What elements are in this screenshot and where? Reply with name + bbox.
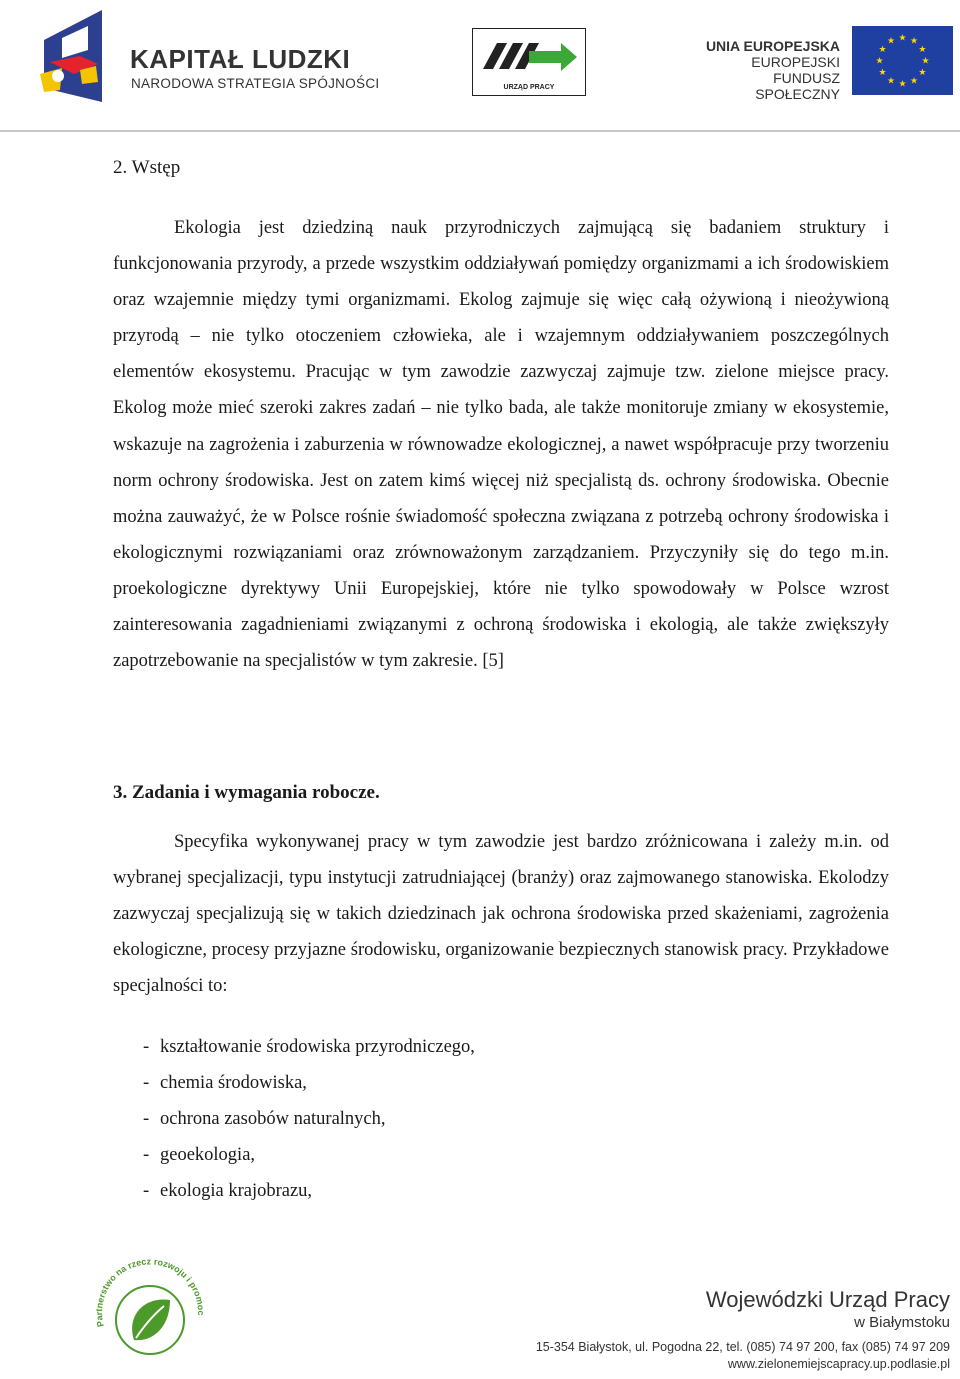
eu-star-icon: ★ (909, 75, 919, 86)
footer-address: 15-354 Białystok, ul. Pogodna 22, tel. (085) 74 97 200, fax (085) 74 97 209 (535, 1340, 950, 1354)
page-header (0, 0, 960, 136)
eu-star-icon: ★ (918, 44, 927, 54)
eu-star-icon: ★ (898, 78, 907, 89)
section-3-text: Specyfika wykonywanej pracy w tym zawodzie jest bardzo zróżnicowana i zależy m.in. od wybranej specjalizacji, typu instytucji zatrudniającej (branży) oraz zajmowanego stanowiska. Ekolodzy zazwyczaj specjalizują się w takich dziedzinach jak ochrona środowiska przed skażeniami, zagrożenia ekologiczne, procesy przyjazne środowisku, organizowanie bezpiecznych stanowisk pracy. Przykładowe specjalności to: (113, 832, 889, 997)
eu-star-icon: ★ (878, 44, 887, 54)
eu-star-icon: ★ (878, 67, 887, 77)
list-marker: - (143, 1073, 150, 1093)
list-item (143, 1101, 475, 1137)
list-item-text: geoekologia, (160, 1145, 256, 1165)
footer-org-city: w Białymstoku (854, 1314, 950, 1331)
section-3-heading: 3. Zadania i wymagania robocze. (113, 782, 380, 803)
kapital-ludzki-subtitle: NARODOWA STRATEGIA SPÓJNOŚCI (131, 76, 380, 91)
eu-fund-label-2: FUNDUSZ SPOŁECZNY (755, 70, 840, 102)
list-item-text: ekologia krajobrazu, (160, 1181, 313, 1201)
list-marker: - (143, 1181, 150, 1201)
eu-star-icon: ★ (898, 32, 907, 43)
eu-star-icon: ★ (909, 35, 919, 46)
eu-text-block (700, 38, 840, 102)
kapital-ludzki-emblem-icon (40, 10, 120, 116)
section-2-text: Ekologia jest dziedziną nauk przyrodniczych zajmującą się badaniem struktury i funkcjonowania przyrody, a przede wszystkim oddziaływań pomiędzy organizmami a ich środowiskiem oraz wzajemnie między tymi organizmami. Ekolog zajmuje się więc całą ożywioną i nieożywioną przyrodą – nie tylko otoczeniem człowieka, ale i wzajemnym oddziaływaniem poszczególnych elementów ekosystemu. Pracując w tym zawodzie zazwyczaj zajmuje tzw. zielone miejsce pracy. Ekolog może mieć szeroki zakres zadań – nie tylko bada, ale także monitoruje zmiany w ekosystemie, wskazuje na zagrożenia i zaburzenia w równowadze ekologicznej, a nawet współpracuje przy tworzeniu norm ochrony środowiska. Jest on zatem kimś więcej niż specjalistą ds. ochrony środowiska. Obecnie można zauważyć, że w Polsce rośnie świadomość społeczna związana z potrzebą ochrony środowiska i ekologicznymi rozwiązaniami oraz zrównoważonym zarządzaniem. Przyczyniły się do tego m.in. proekologiczne dyrektywy Unii Europejskiej, które nie tylko spowodowały w Polsce wzrost zainteresowania zagadnieniami związanymi z ochroną środowiska i ekologią, ale także zwiększyły zapotrzebowanie na specjalistów w tym zakresie. [5] (113, 218, 889, 672)
specialties-list (143, 1029, 475, 1209)
list-marker: - (143, 1109, 150, 1129)
footer-org-name: Wojewódzki Urząd Pracy (705, 1287, 950, 1312)
partnership-logo (86, 1256, 216, 1374)
section-3-paragraph (113, 824, 889, 1004)
list-item-text: ochrona zasobów naturalnych, (160, 1109, 386, 1129)
list-marker: - (143, 1037, 150, 1057)
section-2-heading: 2. Wstęp (113, 157, 181, 178)
list-item (143, 1137, 475, 1173)
urzad-pracy-arrow-icon (473, 33, 585, 83)
list-item (143, 1029, 475, 1065)
eu-star-icon: ★ (886, 35, 896, 46)
list-item (143, 1173, 475, 1209)
eu-star-icon: ★ (875, 55, 884, 66)
eu-star-icon: ★ (921, 55, 930, 66)
list-item-text: kształtowanie środowiska przyrodniczego, (160, 1037, 475, 1057)
eu-union-label: UNIA EUROPEJSKA (705, 38, 840, 54)
eu-star-icon: ★ (918, 67, 927, 77)
partnership-logo-text: Partnerstwo na rzecz rozwoju i promoc (94, 1256, 207, 1328)
section-2-paragraph (113, 210, 889, 679)
urzad-pracy-label: URZĄD PRACY (503, 84, 555, 91)
list-marker: - (143, 1145, 150, 1165)
green-jobs-leaf-icon (86, 1256, 216, 1374)
kapital-ludzki-logo (40, 10, 380, 116)
eu-fund-label-1: EUROPEJSKI (751, 54, 840, 70)
urzad-pracy-logo (472, 28, 586, 96)
eu-star-icon: ★ (886, 75, 896, 86)
header-divider (0, 130, 960, 132)
list-item-text: chemia środowiska, (160, 1073, 307, 1093)
footer-organization (536, 1287, 950, 1373)
eu-flag-icon (852, 26, 953, 95)
footer-website: www.zielonemiejscapracy.up.podlasie.pl (727, 1357, 950, 1371)
list-item (143, 1065, 475, 1101)
kapital-ludzki-title: KAPITAŁ LUDZKI (130, 44, 351, 74)
